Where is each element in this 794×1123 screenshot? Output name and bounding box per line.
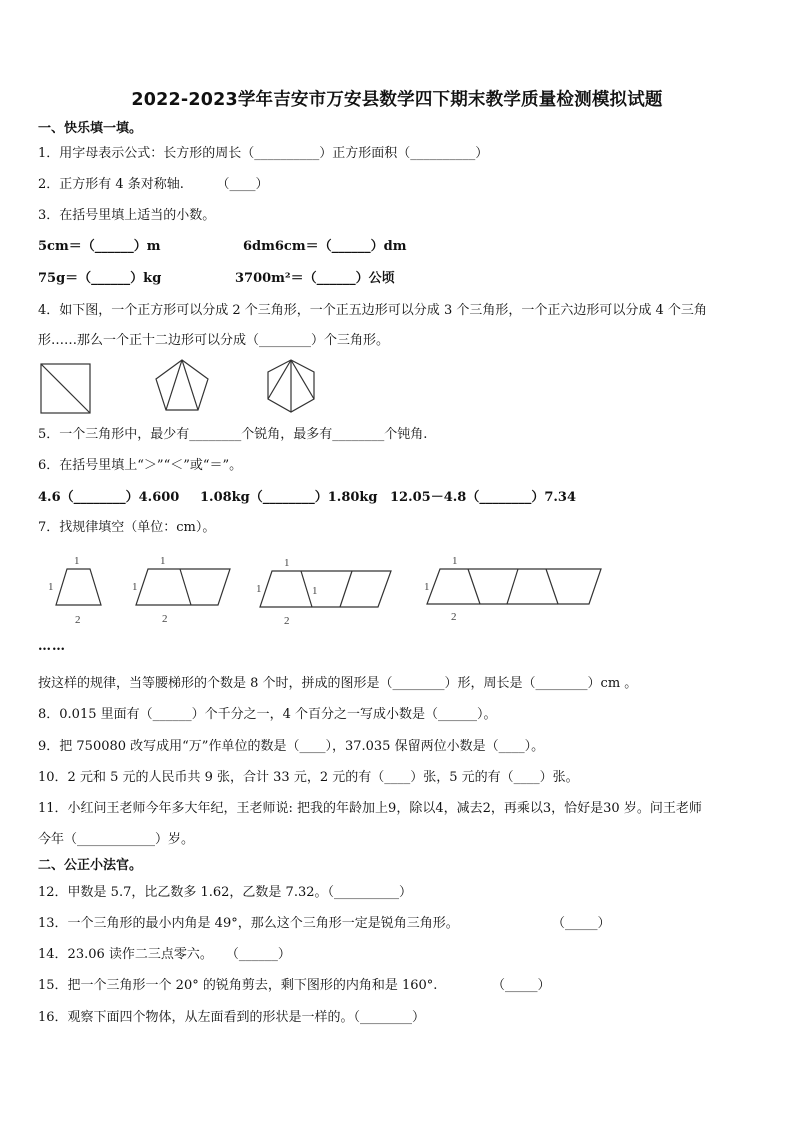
- hexagon-figure: [268, 360, 314, 412]
- section-heading-1: 一、快乐填一填。: [38, 121, 143, 136]
- question-6: 6．在括号里填上“＞”“＜”或“＝”。: [38, 458, 243, 473]
- label-top-4: 1: [452, 555, 458, 567]
- question-12: 12．甲数是 5.7，比乙数多 1.62，乙数是 7.32。（__________）: [38, 885, 413, 900]
- label-side-2: 1: [132, 581, 138, 593]
- label-top-3: 1: [284, 557, 290, 569]
- page-title: 2022-2023学年吉安市万安县数学四下期末教学质量检测模拟试题: [131, 90, 663, 110]
- label-bottom-3: 2: [284, 615, 290, 627]
- question-6-item-c: 12.05－4.8（________）7.34: [390, 490, 576, 505]
- question-3-item-c: 75g＝（______）kg: [38, 271, 162, 286]
- label-bottom-1: 2: [75, 614, 81, 626]
- question-15: 15．把一个三角形一个 20° 的锐角剪去，剩下图形的内角和是 160°.: [38, 978, 438, 993]
- square-figure: [41, 364, 90, 413]
- pentagon-figure: [156, 360, 208, 410]
- trapezoid-2: [136, 569, 230, 605]
- label-side-1: 1: [48, 581, 54, 593]
- label-top-2: 1: [160, 555, 166, 567]
- question-6-item-b: 1.08kg（________）1.80kg: [200, 490, 378, 505]
- ellipsis: ……: [38, 639, 66, 654]
- question-11-line-1: 11．小红问王老师今年多大年纪，王老师说: 把我的年龄加上9，除以4，减去2，再乘以3，恰好是30 岁。问王老师: [38, 801, 702, 816]
- trapezoid-4: [427, 569, 601, 604]
- question-3-item-a: 5cm＝（______）m: [38, 239, 161, 254]
- label-side-3: 1: [256, 583, 262, 595]
- question-3: 3．在括号里填上适当的小数。: [38, 208, 216, 223]
- polygon-figures: [38, 358, 328, 420]
- question-3-item-b: 6dm6cm＝（______）dm: [243, 239, 407, 254]
- label-side-4: 1: [424, 581, 430, 593]
- question-5: 5．一个三角形中，最少有________个锐角，最多有________个钝角.: [38, 427, 428, 442]
- question-3-item-d: 3700m²＝（______）公顷: [235, 271, 395, 286]
- question-4-line-1: 4．如下图，一个正方形可以分成 2 个三角形，一个正五边形可以分成 3 个三角形，一个正六边形可以分成 4 个三角: [38, 303, 707, 318]
- question-8: 8．0.015 里面有（______）个千分之一，4 个百分之一写成小数是（______）。: [38, 707, 497, 722]
- trapezoid-3: [260, 571, 391, 607]
- section-heading-2: 二、公正小法官。: [38, 858, 143, 873]
- trapezoid-1: [56, 569, 101, 605]
- label-bottom-4: 2: [451, 611, 457, 623]
- question-9: 9．把 750080 改写成用“万”作单位的数是（____），37.035 保留两位小数是（____）。: [38, 739, 545, 754]
- question-7: 7．找规律填空（单位：cm）。: [38, 520, 216, 535]
- question-10: 10．2 元和 5 元的人民币共 9 张，合计 33 元，2 元的有（____）张，5 元的有（____）张。: [38, 770, 579, 785]
- question-4-line-2: 形……那么一个正十二边形可以分成（________）个三角形。: [38, 333, 390, 348]
- label-bottom-2: 2: [162, 613, 168, 625]
- question-14: 14．23.06 读作二三点零六。 （______）: [38, 947, 291, 962]
- question-11-line-2: 今年（____________）岁。: [38, 832, 195, 847]
- question-13-answer: （_____）: [552, 916, 611, 931]
- question-2: 2．正方形有 4 条对称轴. （____）: [38, 177, 269, 192]
- label-top-1: 1: [74, 555, 80, 567]
- question-13: 13．一个三角形的最小内角是 49°，那么这个三角形一定是锐角三角形。: [38, 916, 459, 931]
- trapezoid-figures: [38, 548, 608, 630]
- question-7-continued: 按这样的规律，当等腰梯形的个数是 8 个时，拼成的图形是（________）形，周长是（________）cm 。: [38, 676, 638, 691]
- label-side-3b: 1: [312, 585, 318, 597]
- question-6-item-a: 4.6（________）4.600: [38, 490, 180, 505]
- question-16: 16．观察下面四个物体，从左面看到的形状是一样的。（________）: [38, 1010, 426, 1025]
- question-1: 1．用字母表示公式：长方形的周长（__________）正方形面积（__________）: [38, 146, 489, 161]
- question-15-answer: （_____）: [492, 978, 551, 993]
